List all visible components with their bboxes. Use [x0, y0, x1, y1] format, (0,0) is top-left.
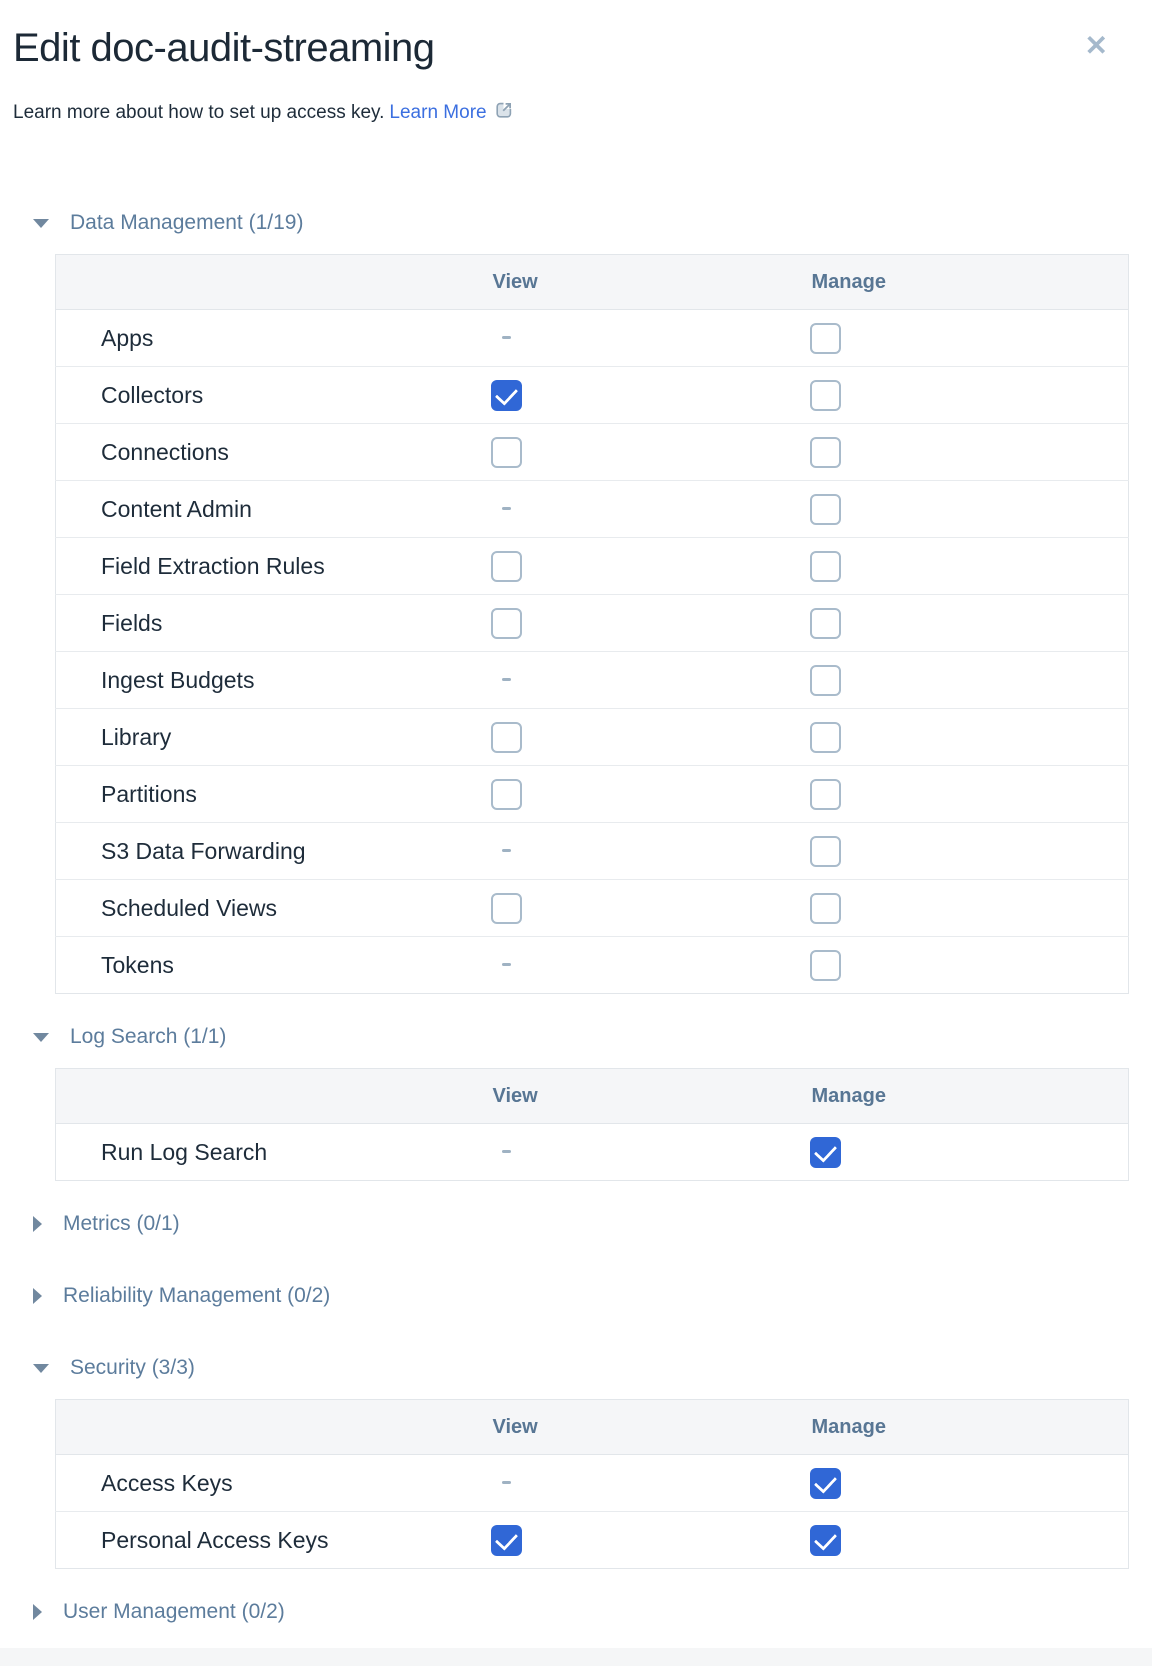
manage-cell — [809, 1124, 1129, 1181]
table-row — [56, 766, 1129, 823]
view-cell — [490, 880, 809, 937]
manage-checkbox[interactable] — [810, 437, 841, 468]
view-column-header: View — [490, 1069, 809, 1124]
view-not-applicable-dash — [502, 849, 511, 852]
table-header-row — [56, 1400, 1129, 1455]
manage-checkbox[interactable] — [810, 551, 841, 582]
table-row — [56, 310, 1129, 367]
manage-column-header: Manage — [809, 1069, 1129, 1124]
manage-cell — [809, 766, 1129, 823]
view-cell — [490, 595, 809, 652]
row-label: Tokens — [101, 951, 174, 978]
row-label: Access Keys — [56, 1455, 490, 1512]
capability-column-header — [56, 1400, 490, 1455]
permissions-table — [55, 1068, 1129, 1181]
view-cell — [490, 424, 809, 481]
view-cell — [490, 709, 809, 766]
row-label: Personal Access Keys — [101, 1526, 329, 1553]
permission-sections — [13, 210, 1152, 1625]
table-row — [56, 481, 1129, 538]
table-row — [56, 652, 1129, 709]
section-header-user-management[interactable] — [13, 1599, 1152, 1625]
view-cell — [490, 652, 809, 709]
table-row — [56, 1455, 1129, 1512]
manage-checkbox[interactable] — [810, 1468, 841, 1499]
view-checkbox[interactable] — [491, 722, 522, 753]
caret-down-icon — [33, 1364, 49, 1373]
permissions-table — [55, 1399, 1129, 1569]
view-checkbox[interactable] — [491, 608, 522, 639]
row-label: Connections — [56, 424, 490, 481]
caret-right-icon — [33, 1216, 42, 1232]
caret-down-icon — [33, 1033, 49, 1042]
view-cell — [490, 937, 809, 994]
manage-checkbox[interactable] — [810, 779, 841, 810]
row-label: Fields — [56, 595, 490, 652]
row-label: Partitions — [56, 766, 490, 823]
section-user-management — [13, 1599, 1152, 1625]
section-data-management — [13, 210, 1152, 994]
view-cell — [490, 1124, 809, 1181]
view-checkbox[interactable] — [491, 380, 522, 411]
view-not-applicable-dash — [502, 336, 511, 339]
capability-column-header — [56, 255, 490, 310]
manage-cell — [809, 937, 1129, 994]
manage-cell — [809, 652, 1129, 709]
view-cell — [490, 766, 809, 823]
view-cell — [490, 1455, 809, 1512]
view-column-header: View — [490, 1400, 809, 1455]
caret-down-icon — [33, 219, 49, 228]
manage-checkbox[interactable] — [810, 608, 841, 639]
manage-cell — [809, 595, 1129, 652]
view-cell — [490, 1512, 809, 1569]
row-label: Apps — [56, 310, 490, 367]
table-row — [56, 424, 1129, 481]
section-header-data-management[interactable] — [13, 210, 1152, 236]
view-checkbox[interactable] — [491, 779, 522, 810]
manage-cell — [809, 1512, 1129, 1569]
external-link-icon[interactable] — [495, 100, 514, 126]
manage-checkbox[interactable] — [810, 950, 841, 981]
manage-column-header: Manage — [809, 1400, 1129, 1455]
view-not-applicable-dash — [502, 678, 511, 681]
manage-cell — [809, 709, 1129, 766]
table-header-row — [56, 1069, 1129, 1124]
row-label: Field Extraction Rules — [56, 538, 490, 595]
table-row — [56, 1124, 1129, 1181]
section-security — [13, 1355, 1152, 1569]
manage-checkbox[interactable] — [810, 665, 841, 696]
view-cell — [490, 481, 809, 538]
section-reliability-management — [13, 1283, 1152, 1309]
page-title: Edit doc-audit-streaming — [13, 26, 435, 70]
manage-checkbox[interactable] — [810, 836, 841, 867]
view-cell — [490, 823, 809, 880]
table-row — [56, 595, 1129, 652]
capability-column-header — [56, 1069, 490, 1124]
row-label: Run Log Search — [101, 1138, 268, 1165]
description-text: Learn more about how to set up access key. — [13, 102, 385, 123]
manage-checkbox[interactable] — [810, 380, 841, 411]
modal-footer-band — [0, 1648, 1152, 1666]
manage-checkbox[interactable] — [810, 323, 841, 354]
row-label: Ingest Budgets — [56, 652, 490, 709]
view-not-applicable-dash — [502, 1150, 511, 1153]
manage-cell — [809, 880, 1129, 937]
section-header-log-search[interactable] — [13, 1024, 1152, 1050]
row-label: Collectors — [56, 367, 490, 424]
manage-column-header: Manage — [809, 255, 1129, 310]
view-not-applicable-dash — [502, 1481, 511, 1484]
close-icon: ✕ — [1084, 30, 1108, 61]
manage-checkbox[interactable] — [810, 722, 841, 753]
section-title: Data Management (1/19) — [70, 211, 304, 234]
row-label: Scheduled Views — [56, 880, 490, 937]
row-label: Library — [56, 709, 490, 766]
manage-checkbox[interactable] — [810, 893, 841, 924]
section-title: Reliability Management (0/2) — [63, 1284, 331, 1307]
manage-checkbox[interactable] — [810, 1137, 841, 1168]
manage-checkbox[interactable] — [810, 1525, 841, 1556]
section-header-reliability-management[interactable] — [13, 1283, 1152, 1309]
row-label: S3 Data Forwarding — [56, 823, 490, 880]
manage-cell — [809, 424, 1129, 481]
modal-description — [13, 100, 1152, 126]
view-cell — [490, 310, 809, 367]
table-row — [56, 880, 1129, 937]
view-not-applicable-dash — [502, 963, 511, 966]
manage-cell — [809, 481, 1129, 538]
section-title: Security (3/3) — [70, 1356, 195, 1379]
view-checkbox[interactable] — [491, 551, 522, 582]
view-checkbox[interactable] — [491, 437, 522, 468]
learn-more-link[interactable]: Learn More — [389, 102, 487, 123]
close-button[interactable] — [1083, 30, 1110, 62]
table-row — [56, 937, 1129, 994]
permissions-table — [55, 254, 1129, 994]
caret-right-icon — [33, 1604, 42, 1620]
section-header-security[interactable] — [13, 1355, 1152, 1381]
view-checkbox[interactable] — [491, 893, 522, 924]
section-title: Log Search (1/1) — [70, 1025, 227, 1048]
view-checkbox[interactable] — [491, 1525, 522, 1556]
section-header-metrics[interactable] — [13, 1211, 1152, 1237]
table-row — [56, 538, 1129, 595]
table-row — [56, 823, 1129, 880]
section-metrics — [13, 1211, 1152, 1237]
table-header-row — [56, 255, 1129, 310]
section-title: Metrics (0/1) — [63, 1212, 180, 1235]
manage-cell — [809, 1455, 1129, 1512]
manage-cell — [809, 367, 1129, 424]
row-label: Content Admin — [56, 481, 490, 538]
manage-cell — [809, 538, 1129, 595]
caret-right-icon — [33, 1288, 42, 1304]
view-cell — [490, 538, 809, 595]
manage-cell — [809, 823, 1129, 880]
view-cell — [490, 367, 809, 424]
section-log-search — [13, 1024, 1152, 1181]
table-row — [56, 709, 1129, 766]
manage-cell — [809, 310, 1129, 367]
section-title: User Management (0/2) — [63, 1600, 285, 1623]
table-row — [56, 1512, 1129, 1569]
manage-checkbox[interactable] — [810, 494, 841, 525]
view-column-header: View — [490, 255, 809, 310]
table-row — [56, 367, 1129, 424]
view-not-applicable-dash — [502, 507, 511, 510]
